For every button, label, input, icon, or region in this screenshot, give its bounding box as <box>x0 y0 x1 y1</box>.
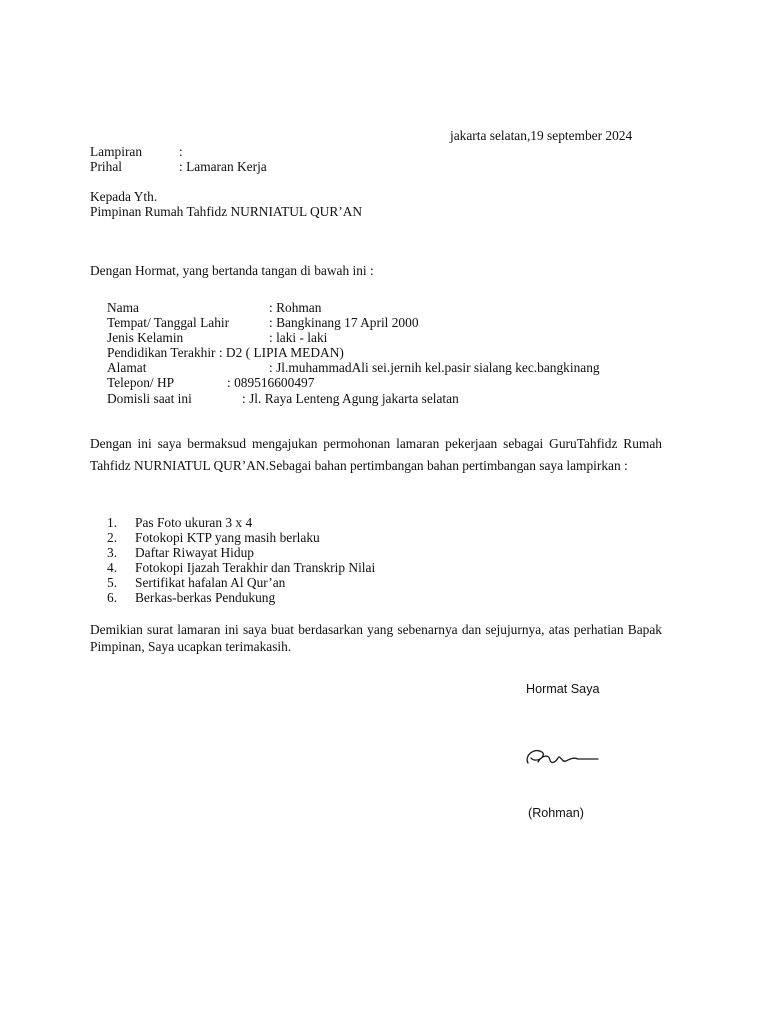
nama-value: : Rohman <box>269 300 322 315</box>
closing-paragraph: Demikian surat lamaran ini saya buat berdasarkan yang sebenarnya dan sejujurnya, atas perhatian Bapak Pimpinan, Saya ucapkan terimakasih. <box>90 622 662 654</box>
alamat-label: Alamat <box>107 360 147 375</box>
list-item-text: Berkas-berkas Pendukung <box>135 590 276 605</box>
list-item-number: 3. <box>107 545 118 560</box>
list-item-number: 6. <box>107 590 118 605</box>
place-date: jakarta selatan,19 september 2024 <box>450 128 633 143</box>
pendidikan-line: Pendidikan Terakhir : D2 ( LIPIA MEDAN) <box>107 345 344 360</box>
telepon-value: : 089516600497 <box>227 375 315 390</box>
lampiran-value: : <box>179 144 183 159</box>
attachment-list <box>107 515 375 605</box>
list-item-text: Fotokopi KTP yang masih berlaku <box>135 530 320 545</box>
gender-label: Jenis Kelamin <box>107 330 184 345</box>
ttl-label: Tempat/ Tanggal Lahir <box>107 315 230 330</box>
alamat-value: : Jl.muhammadAli sei.jernih kel.pasir sialang kec.bangkinang <box>269 360 600 375</box>
list-item-number: 5. <box>107 575 118 590</box>
lampiran-label: Lampiran <box>90 144 143 159</box>
domisili-label: Domisli saat ini <box>107 391 192 406</box>
nama-label: Nama <box>107 300 139 315</box>
list-item-text: Fotokopi Ijazah Terakhir dan Transkrip Nilai <box>135 560 376 575</box>
list-item-text: Daftar Riwayat Hidup <box>135 545 254 560</box>
prihal-value: : Lamaran Kerja <box>179 159 267 174</box>
telepon-label: Telepon/ HP <box>107 375 175 390</box>
list-item-number: 1. <box>107 515 118 530</box>
gender-value: : laki - laki <box>269 330 328 345</box>
list-item-number: 2. <box>107 530 118 545</box>
list-item <box>107 575 375 590</box>
list-item <box>107 590 375 605</box>
signer-name: (Rohman) <box>528 806 584 820</box>
prihal-label: Prihal <box>90 159 122 174</box>
ttl-value: : Bangkinang 17 April 2000 <box>269 315 419 330</box>
list-item <box>107 545 375 560</box>
list-item-text: Sertifikat hafalan Al Qur’an <box>135 575 286 590</box>
domisili-value: : Jl. Raya Lenteng Agung jakarta selatan <box>242 391 459 406</box>
list-item <box>107 530 375 545</box>
greeting: Dengan Hormat, yang bertanda tangan di bawah ini : <box>90 263 374 278</box>
handwritten-signature <box>522 744 602 770</box>
list-item <box>107 560 375 575</box>
recipient-line-2: Pimpinan Rumah Tahfidz NURNIATUL QUR’AN <box>90 204 363 219</box>
list-item-text: Pas Foto ukuran 3 x 4 <box>135 515 253 530</box>
sign-off: Hormat Saya <box>526 682 600 696</box>
list-item-number: 4. <box>107 560 118 575</box>
list-item <box>107 515 375 530</box>
intent-paragraph: Dengan ini saya bermaksud mengajukan permohonan lamaran pekerjaan sebagai GuruTahfidz Rumah Tahfidz NURNIATUL QUR’AN.Sebagai bahan pertimbangan bahan pertimbangan saya lampirkan : <box>90 436 662 473</box>
recipient-line-1: Kepada Yth. <box>90 189 158 204</box>
